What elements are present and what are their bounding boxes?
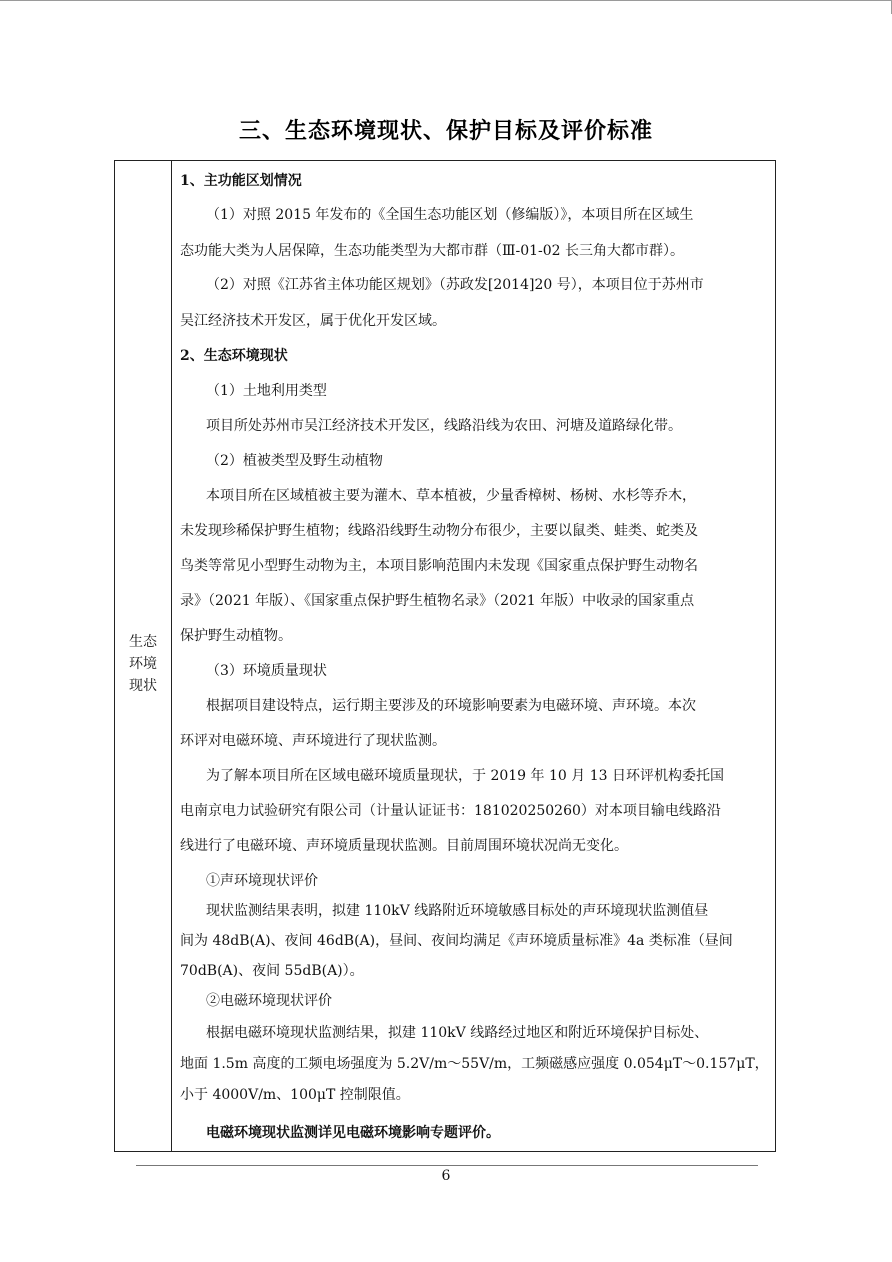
text-line: 项目所处苏州市吴江经济技术开发区，线路沿线为农田、河塘及道路绿化带。 xyxy=(206,418,682,434)
text-line: 根据电磁环境现状监测结果，拟建 110kV 线路经过地区和附近环境保护目标处、 xyxy=(206,1025,709,1041)
subheading-electromagnetic-evaluation: ②电磁环境现状评价 xyxy=(206,993,332,1009)
text-line-bold-note: 电磁环境现状监测详见电磁环境影响专题评价。 xyxy=(206,1125,500,1141)
text-line: 为了解本项目所在区域电磁环境质量现状，于 2019 年 10 月 13 日环评机构委托国 xyxy=(206,768,724,784)
text-line: 电南京电力试验研究有限公司（计量认证证书：181020250260）对本项目输电线路沿 xyxy=(180,803,721,819)
text-line: （2）对照《江苏省主体功能区规划》（苏政发[2014]20 号），本项目位于苏州市 xyxy=(206,277,704,293)
text-line: （1）对照 2015 年发布的《全国生态功能区划（修编版）》，本项目所在区域生 xyxy=(206,207,694,223)
top-border-line xyxy=(0,0,892,1)
text-line: 态功能大类为人居保障，生态功能类型为大都市群（Ⅲ-01-02 长三角大都市群）。 xyxy=(180,243,685,259)
text-line: 线进行了电磁环境、声环境质量现状监测。目前周围环境状况尚无变化。 xyxy=(180,838,628,854)
footer-divider xyxy=(136,1165,758,1166)
subheading-environment-quality: （3）环境质量现状 xyxy=(206,663,327,679)
subheading-acoustic-evaluation: ①声环境现状评价 xyxy=(206,873,318,889)
text-line: 鸟类等常见小型野生动物为主，本项目影响范围内未发现《国家重点保护野生动物名 xyxy=(180,558,698,574)
section-label-cell xyxy=(115,161,172,1151)
subheading-vegetation: （2）植被类型及野生动植物 xyxy=(206,453,383,469)
text-line: 地面 1.5m 高度的工频电场强度为 5.2V/m～55V/m，工频磁感应强度 0.054μT～0.157μT， xyxy=(180,1056,769,1072)
page-number: 6 xyxy=(441,1168,451,1184)
text-line: 吴江经济技术开发区，属于优化开发区域。 xyxy=(180,313,446,329)
text-line: 现状监测结果表明，拟建 110kV 线路附近环境敏感目标处的声环境现状监测值昼 xyxy=(206,903,709,919)
page-title: 三、生态环境现状、保护目标及评价标准 xyxy=(238,119,653,144)
heading-main-function-zoning: 1、主功能区划情况 xyxy=(180,173,302,189)
text-line: 根据项目建设特点，运行期主要涉及的环境影响要素为电磁环境、声环境。本次 xyxy=(206,698,696,714)
content-table xyxy=(114,160,776,1152)
text-line: 录》（2021 年版）、《国家重点保护野生植物名录》（2021 年版）中收录的国家重点 xyxy=(180,593,695,609)
section-label: 生态环境现状 xyxy=(129,634,157,694)
heading-ecological-status: 2、生态环境现状 xyxy=(180,348,288,364)
section-content xyxy=(172,161,775,1151)
subheading-land-use: （1）土地利用类型 xyxy=(206,383,327,399)
text-line: 未发现珍稀保护野生植物；线路沿线野生动物分布很少，主要以鼠类、蛙类、蛇类及 xyxy=(180,523,698,539)
text-line: 环评对电磁环境、声环境进行了现状监测。 xyxy=(180,733,446,749)
text-line: 保护野生动植物。 xyxy=(180,628,292,644)
text-line: 70dB(A)、夜间 55dB(A)）。 xyxy=(180,963,364,979)
text-line: 小于 4000V/m、100μT 控制限值。 xyxy=(180,1087,410,1103)
text-line: 间为 48dB(A)、夜间 46dB(A)，昼间、夜间均满足《声环境质量标准》4a 类标准（昼间 xyxy=(180,933,733,949)
text-line: 本项目所在区域植被主要为灌木、草本植被，少量香樟树、杨树、水杉等乔木， xyxy=(206,488,696,504)
